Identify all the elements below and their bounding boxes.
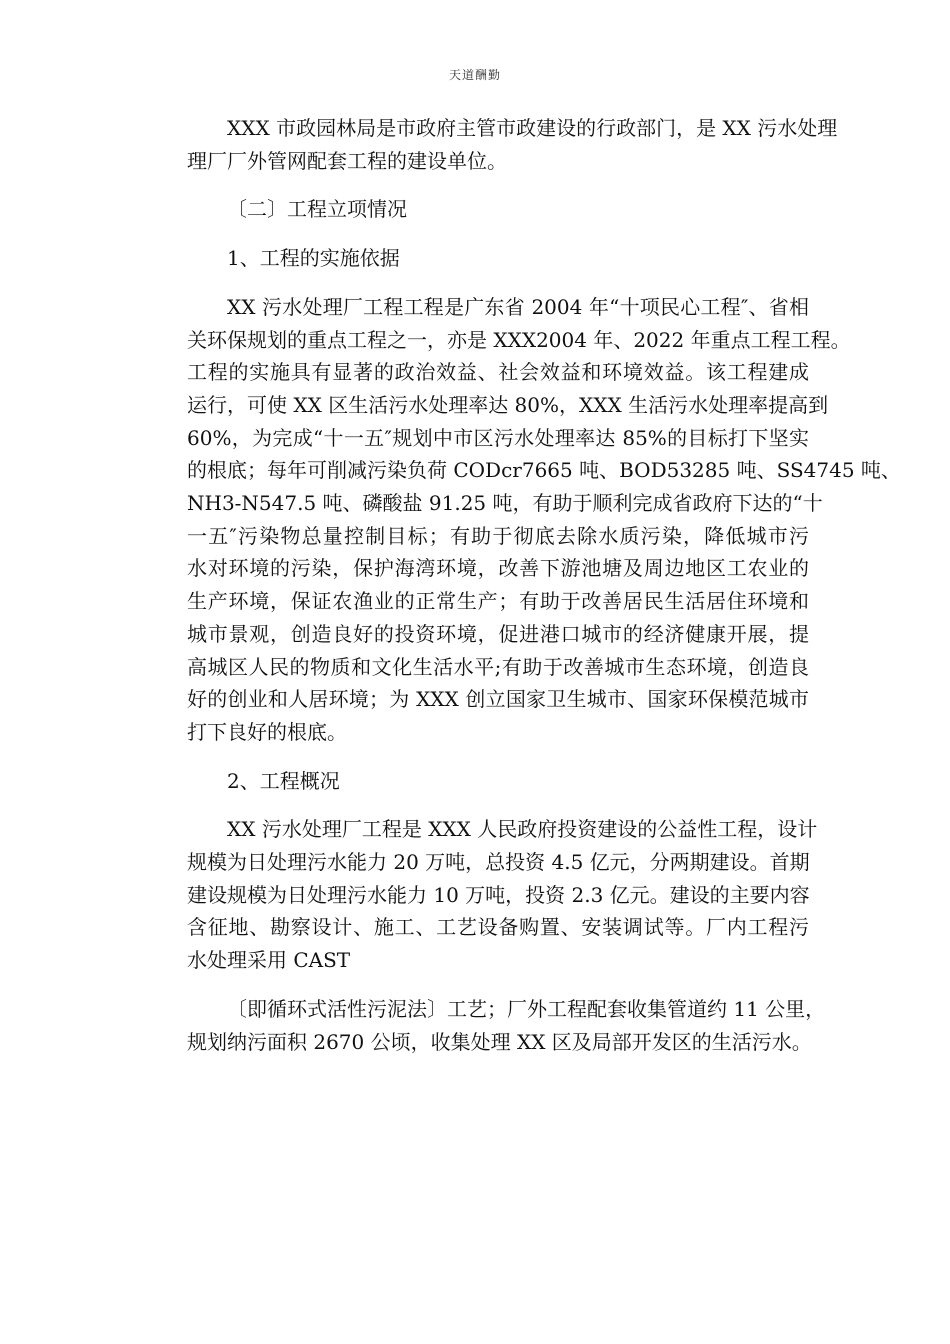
text-line: 〔二〕工程立项情况 xyxy=(227,197,407,222)
text-line: XX 污水处理厂工程是 XXX 人民政府投资建设的公益性工程，设计 xyxy=(227,817,818,842)
text-line: NH3-N547.5 吨、磷酸盐 91.25 吨，有助于顺利完成省政府下达的“十 xyxy=(187,491,823,516)
page-header: 天道酬勤 xyxy=(448,68,501,82)
text-line: 水处理采用 CAST xyxy=(187,948,351,973)
text-line: 的根底；每年可削减污染负荷 CODcr7665 吨、BOD53285 吨、SS4745 吨、 xyxy=(187,458,901,483)
text-line: 一五″污染物总量控制目标；有助于彻底去除水质污染，降低城市污 xyxy=(187,523,809,548)
text-line: XXX 市政园林局是市政府主管市政建设的行政部门，是 XX 污水处理 xyxy=(227,116,838,140)
text-line: 工程的实施具有显著的政治效益、社会效益和环境效益。该工程建成 xyxy=(187,360,809,385)
subheading-project-overview xyxy=(147,765,809,798)
text-line: 理厂厂外管网配套工程的建设单位。 xyxy=(187,148,507,173)
text-line: 建设规模为日处理污水能力 10 万吨，投资 2.3 亿元。建设的主要内容 xyxy=(187,882,810,907)
text-line: 运行，可使 XX 区生活污水处理率达 80%，XXX 生活污水处理率提高到 xyxy=(187,392,829,417)
text-line: 规模为日处理污水能力 20 万吨，总投资 4.5 亿元，分两期建设。首期 xyxy=(187,850,810,875)
subheading-implementation-basis xyxy=(147,242,809,275)
text-line: 好的创业和人居环境；为 XXX 创立国家卫生城市、国家环保模范城市 xyxy=(187,687,809,712)
text-line: 高城区人民的物质和文化生活水平;有助于改善城市生态环境，创造良 xyxy=(187,654,809,679)
text-line: 关环保规划的重点工程之一，亦是 XXX2004 年、2022 年重点工程工程。 xyxy=(187,327,851,352)
text-line: 〔即循环式活性污泥法〕工艺；厂外工程配套收集管道约 11 公里， xyxy=(227,996,826,1021)
section-heading-project-approval xyxy=(147,193,809,226)
text-line: 城市景观，创造良好的投资环境，促进港口城市的经济健康开展，提 xyxy=(187,621,809,646)
text-line: 2、工程概况 xyxy=(227,768,340,793)
text-line: 含征地、勘察设计、施工、工艺设备购置、安装调试等。厂内工程污 xyxy=(187,915,809,940)
document-body xyxy=(147,112,901,1058)
text-line: 生产环境，保证农渔业的正常生产；有助于改善居民生活居住环境和 xyxy=(187,589,809,614)
paragraph-project-overview xyxy=(147,813,818,977)
paragraph-implementation-basis xyxy=(147,291,901,749)
text-line: 水对环境的污染，保护海湾环境，改善下游池塘及周边地区工农业的 xyxy=(187,556,809,581)
text-line: 规划纳污面积 2670 公顷，收集处理 XX 区及局部开发区的生活污水。 xyxy=(187,1029,812,1054)
text-line: 60%，为完成“十一五″规划中市区污水处理率达 85%的目标打下坚实 xyxy=(187,425,809,450)
text-line: 打下良好的根底。 xyxy=(187,719,347,744)
paragraph-process-description xyxy=(147,993,826,1058)
text-line: XX 污水处理厂工程工程是广东省 2004 年“十项民心工程″、省相 xyxy=(227,294,809,319)
text-line: 1、工程的实施依据 xyxy=(227,246,400,271)
paragraph-responsible-unit xyxy=(147,112,838,177)
